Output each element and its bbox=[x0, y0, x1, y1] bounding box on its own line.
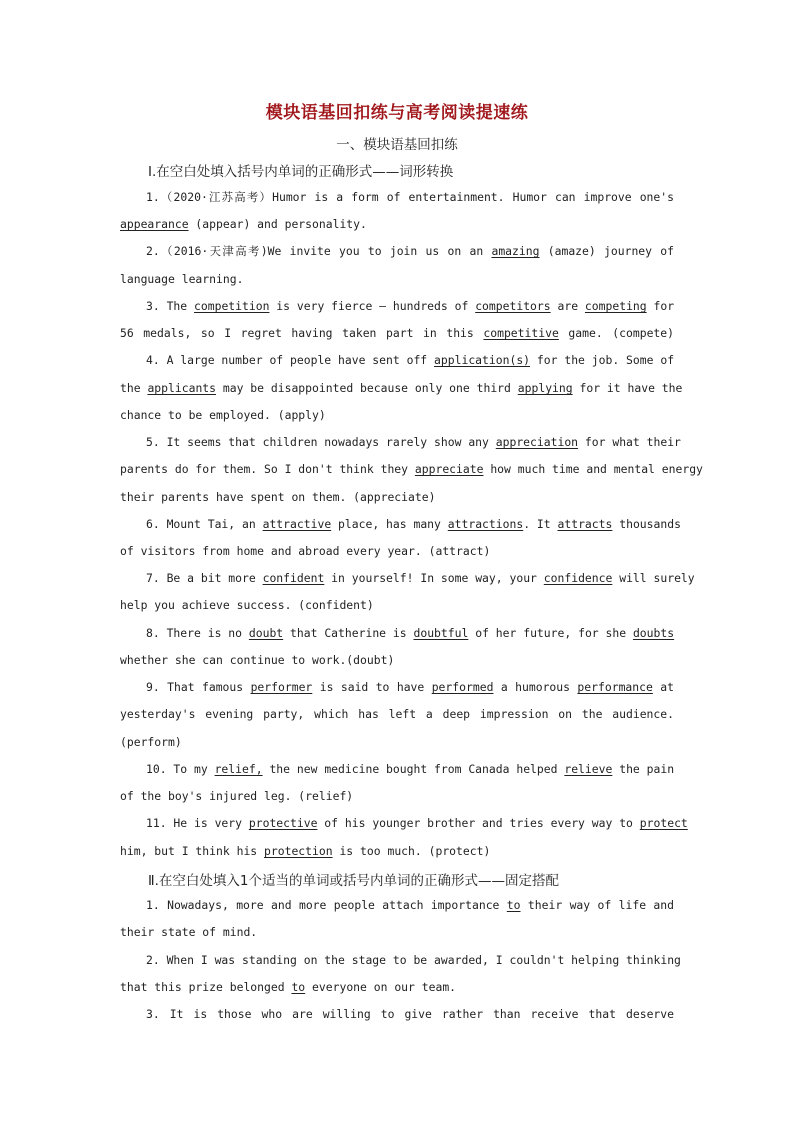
part2-heading: Ⅱ.在空白处填入1个适当的单词或括号内单词的正确形式——固定搭配 bbox=[148, 873, 560, 889]
answer-word: relieve bbox=[564, 762, 613, 776]
answer-word: doubts bbox=[632, 626, 675, 640]
answer-word: applying bbox=[517, 381, 573, 395]
text-line bbox=[146, 298, 674, 314]
text-segment: game. (compete) bbox=[558, 326, 675, 340]
text-line bbox=[120, 843, 674, 859]
text-segment: (amaze) journey of bbox=[539, 244, 674, 258]
text-segment: for the job. Some of bbox=[530, 353, 675, 367]
answer-word: to bbox=[506, 898, 521, 912]
text-segment: 10. To my bbox=[146, 762, 215, 776]
text-line bbox=[120, 407, 674, 423]
text-segment: whether she can continue to work.(doubt) bbox=[120, 653, 395, 667]
text-line bbox=[120, 325, 674, 341]
answer-word: appearance bbox=[120, 217, 189, 231]
text-line bbox=[120, 461, 703, 477]
text-line bbox=[120, 734, 674, 750]
text-segment: parents do for them. So I don't think they bbox=[120, 462, 415, 476]
text-line bbox=[120, 924, 674, 940]
answer-word: attractions bbox=[447, 517, 524, 531]
text-line bbox=[146, 1006, 674, 1022]
text-segment: language learning. bbox=[120, 272, 244, 286]
text-line bbox=[146, 570, 695, 586]
text-segment: for what their bbox=[578, 435, 681, 449]
text-line bbox=[146, 189, 674, 205]
text-segment: may be disappointed because only one third bbox=[216, 381, 518, 395]
text-segment: of the boy's injured leg. (relief) bbox=[120, 789, 354, 803]
answer-word: to bbox=[291, 980, 306, 994]
text-segment: that this prize belonged bbox=[120, 980, 292, 994]
text-segment: chance to be employed. (apply) bbox=[120, 408, 326, 422]
text-segment: for it have the bbox=[572, 381, 683, 395]
answer-word: appreciation bbox=[495, 435, 579, 449]
text-segment: him, but I think his bbox=[120, 844, 265, 858]
part1-heading: Ⅰ.在空白处填入括号内单词的正确形式——词形转换 bbox=[148, 164, 454, 180]
text-line bbox=[146, 352, 674, 368]
text-segment: of visitors from home and abroad every year. (attract) bbox=[120, 544, 491, 558]
text-segment: at bbox=[652, 680, 674, 694]
text-line bbox=[146, 243, 674, 259]
answer-word: protection bbox=[264, 844, 333, 858]
answer-word: protect bbox=[639, 816, 688, 830]
answer-word: performance bbox=[577, 680, 653, 694]
answer-word: protective bbox=[248, 816, 318, 830]
text-line bbox=[146, 952, 681, 968]
text-segment: in yourself! In some way, your bbox=[324, 571, 544, 585]
text-segment: . It bbox=[523, 517, 558, 531]
answer-word: competitors bbox=[475, 299, 551, 313]
text-segment: the bbox=[120, 381, 148, 395]
text-line bbox=[146, 815, 688, 831]
text-segment: 56 medals, so I regret having taken part in this bbox=[120, 326, 484, 340]
text-segment: 3. It is those who are willing to give rather than receive that deserve bbox=[146, 1007, 674, 1021]
text-segment: 8. There is no bbox=[146, 626, 249, 640]
text-line bbox=[120, 543, 674, 559]
answer-word: application(s) bbox=[434, 353, 531, 367]
text-line bbox=[120, 706, 674, 722]
text-segment: yesterday's evening party, which has left a deep impression on the audience. bbox=[120, 707, 674, 721]
text-segment: how much time and mental energy bbox=[483, 462, 703, 476]
text-line bbox=[120, 489, 674, 505]
text-segment: 6. Mount Tai, an bbox=[146, 517, 263, 531]
text-segment: is too much. (protect) bbox=[332, 844, 491, 858]
text-segment: place, has many bbox=[331, 517, 448, 531]
text-segment: 7. Be a bit more bbox=[146, 571, 263, 585]
text-segment: 3. The bbox=[146, 299, 195, 313]
text-segment: 4. A large number of people have sent off bbox=[146, 353, 435, 367]
answer-word: doubt bbox=[248, 626, 284, 640]
answer-word: appreciate bbox=[414, 462, 484, 476]
answer-word: competing bbox=[584, 299, 647, 313]
document-title: 模块语基回扣练与高考阅读提速练 bbox=[265, 103, 529, 123]
text-segment: 2. When I was standing on the stage to be awarded, I couldn't helping thinking bbox=[146, 953, 681, 967]
section-title: 一、模块语基回扣练 bbox=[336, 137, 458, 153]
text-segment: the pain bbox=[612, 762, 675, 776]
text-segment: of his younger brother and tries every way to bbox=[317, 816, 640, 830]
text-line bbox=[120, 380, 683, 396]
text-segment: 11. He is very bbox=[146, 816, 249, 830]
text-line bbox=[146, 897, 674, 913]
text-segment: 1.（2020·江苏高考）Humor is a form of entertainment. Humor can improve one's bbox=[146, 190, 674, 204]
text-line bbox=[120, 652, 674, 668]
text-line bbox=[146, 679, 674, 695]
answer-word: confident bbox=[262, 571, 325, 585]
text-segment: help you achieve success. (confident) bbox=[120, 598, 374, 612]
text-line bbox=[146, 625, 674, 641]
text-segment: will surely bbox=[612, 571, 695, 585]
answer-word: competition bbox=[194, 299, 270, 313]
text-segment: (perform) bbox=[120, 735, 182, 749]
text-segment: 9. That famous bbox=[146, 680, 251, 694]
text-segment: (appear) and personality. bbox=[188, 217, 367, 231]
answer-word: relief, bbox=[214, 762, 263, 776]
text-segment: for bbox=[646, 299, 675, 313]
answer-word: amazing bbox=[491, 244, 540, 258]
answer-word: performed bbox=[431, 680, 494, 694]
text-segment: a humorous bbox=[493, 680, 578, 694]
text-line bbox=[120, 979, 674, 995]
text-line bbox=[146, 761, 674, 777]
answer-word: attractive bbox=[262, 517, 332, 531]
text-segment: of her future, for she bbox=[468, 626, 633, 640]
answer-word: performer bbox=[250, 680, 313, 694]
text-segment: is very fierce — hundreds of bbox=[269, 299, 476, 313]
text-segment: 2.（2016·天津高考)We invite you to join us on an bbox=[146, 244, 492, 258]
text-line bbox=[120, 597, 674, 613]
text-segment: the new medicine bought from Canada helped bbox=[262, 762, 565, 776]
answer-word: applicants bbox=[147, 381, 217, 395]
text-segment: are bbox=[550, 299, 585, 313]
text-segment: everyone on our team. bbox=[305, 980, 457, 994]
answer-word: attracts bbox=[557, 517, 613, 531]
text-line bbox=[146, 516, 681, 532]
answer-word: confidence bbox=[543, 571, 613, 585]
text-line bbox=[120, 271, 674, 287]
text-segment: thousands bbox=[612, 517, 681, 531]
text-line bbox=[120, 788, 674, 804]
text-segment: that Catherine is bbox=[283, 626, 414, 640]
text-segment: 5. It seems that children nowadays rarely show any bbox=[146, 435, 496, 449]
text-segment: is said to have bbox=[312, 680, 432, 694]
text-line bbox=[120, 216, 674, 232]
text-segment: their way of life and bbox=[520, 898, 675, 912]
answer-word: doubtful bbox=[413, 626, 469, 640]
text-segment: 1. Nowadays, more and more people attach importance bbox=[146, 898, 507, 912]
text-line bbox=[146, 434, 681, 450]
text-segment: their parents have spent on them. (appreciate) bbox=[120, 490, 436, 504]
text-segment: their state of mind. bbox=[120, 925, 258, 939]
answer-word: competitive bbox=[483, 326, 559, 340]
